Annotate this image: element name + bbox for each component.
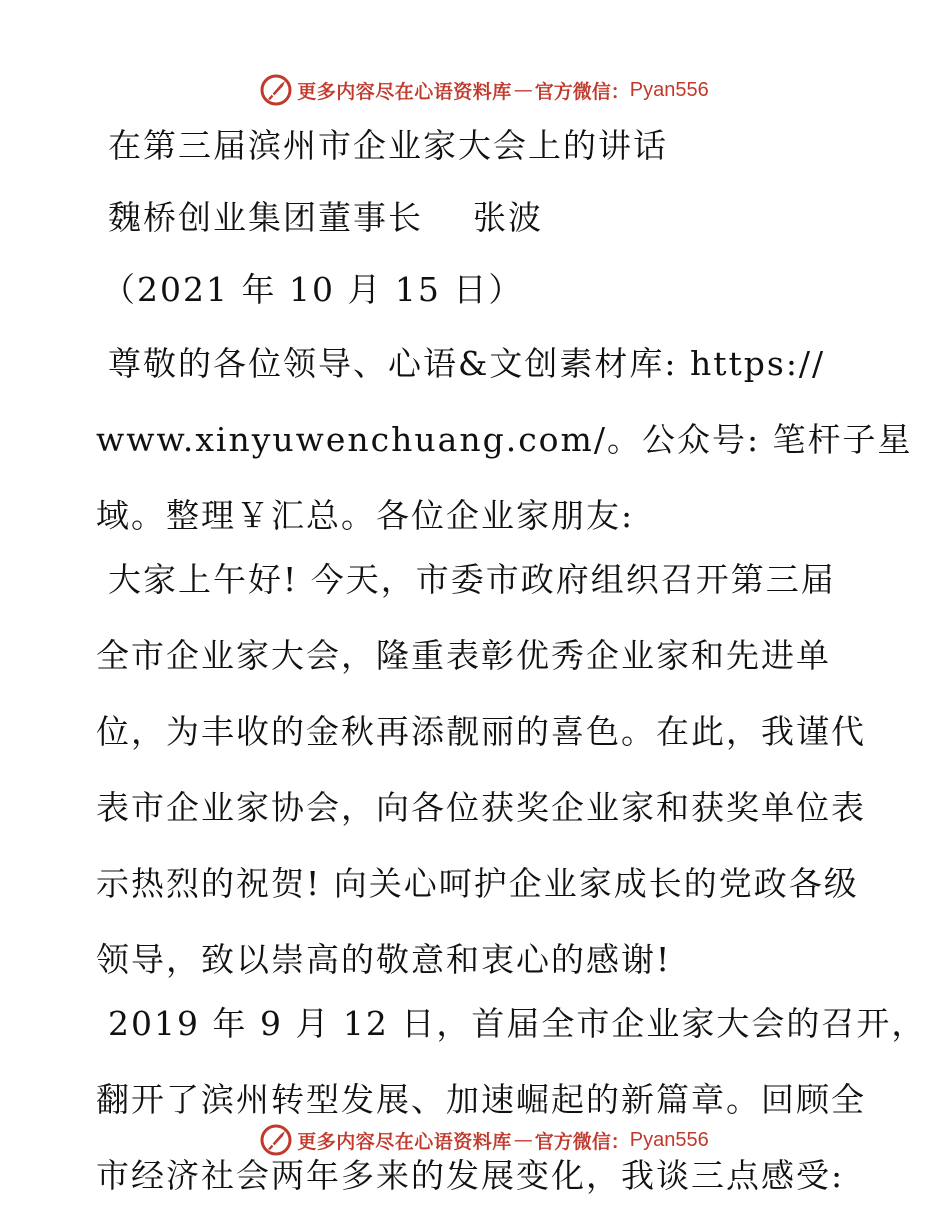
paragraph-line: 位，为丰收的金秋再添靓丽的喜色。在此，我谨代 [96,712,866,751]
paragraph-line: 表市企业家协会，向各位获奖企业家和获奖单位表 [96,788,866,827]
quill-circle-icon [259,1123,293,1157]
paragraph-line: 域。整理￥汇总。各位企业家朋友: [96,496,635,535]
banner-wechat-label: 官方微信： [534,1130,630,1153]
banner-wechat-id: Pyan556 [629,78,709,101]
quill-circle-icon [259,73,293,107]
paragraph-line: 2019 年 9 月 12 日，首届全市企业家大会的召开， [108,1004,927,1043]
banner-content [259,73,709,107]
paragraph-line: 示热烈的祝贺! 向关心呵护企业家成长的党政各级 [96,864,859,903]
document-author: 魏桥创业集团董事长 张波 [108,198,543,237]
banner-separator: — [513,1129,533,1151]
document-body [96,126,927,1220]
paragraph-greeting [96,344,913,536]
banner-wechat-id: Pyan556 [629,1128,709,1151]
footer-banner [0,1120,950,1160]
document-title: 在第三届滨州市企业家大会上的讲话 [108,126,668,165]
paragraph-line: www.xinyuwenchuang.com/。公众号: 笔杆子星 [96,420,913,459]
paragraph-opening [96,560,866,980]
paragraph-line: 市经济社会两年多来的发展变化，我谈三点感受: [96,1156,845,1195]
banner-wechat-label: 官方微信： [534,80,630,103]
banner-slogan: 更多内容尽在心语资料库 [297,1130,512,1153]
header-banner [0,70,950,110]
banner-separator: — [513,79,533,101]
paragraph-line: 领导，致以崇高的敬意和衷心的感谢! [96,940,672,979]
paragraph-line: 翻开了滨州转型发展、加速崛起的新篇章。回顾全 [96,1080,866,1119]
paragraph-line: 全市企业家大会，隆重表彰优秀企业家和先进单 [96,636,831,675]
document-date: （2021 年 10 月 15 日） [102,270,524,309]
paragraph-line: 大家上午好! 今天，市委市政府组织召开第三届 [108,560,836,599]
banner-content [259,1123,709,1157]
paragraph-review [96,1004,927,1196]
paragraph-line: 尊敬的各位领导、心语&文创素材库: https:// [108,344,826,383]
banner-slogan: 更多内容尽在心语资料库 [297,80,512,103]
